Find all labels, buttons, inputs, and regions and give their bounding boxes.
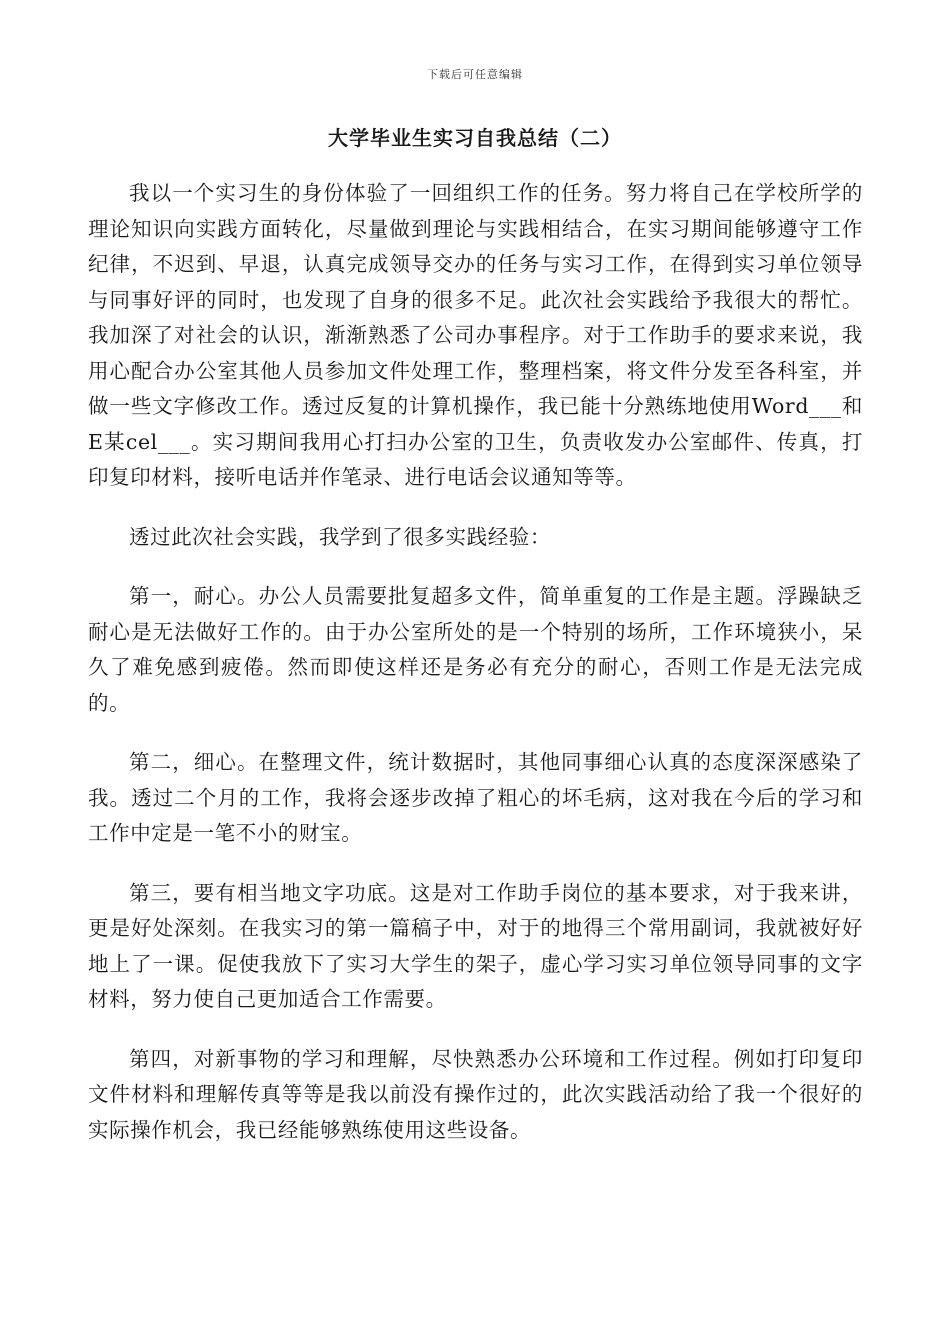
document-title: 大学毕业生实习自我总结（二） xyxy=(328,126,622,150)
paragraph-new-things: 第四，对新事物的学习和理解，尽快熟悉办公环境和工作过程。例如打印复印文件材料和理解传真等等是我以前没有操作过的，此次实践活动给了我一个很好的实际操作机会，我已经能够熟练使用这些设备。 xyxy=(88,1046,863,1142)
paragraph-patience: 第一，耐心。办公人员需要批复超多文件，简单重复的工作是主题。浮躁缺乏耐心是无法做好工作的。由于办公室所处的是一个特别的场所，工作环境狭小，呆久了难免感到疲倦。然而即使这样还是务必有充分的耐心，否则工作是无法完成的。 xyxy=(88,584,863,715)
document-body xyxy=(88,176,863,1172)
paragraph-carefulness: 第二，细心。在整理文件，统计数据时，其他同事细心认真的态度深深感染了我。透过二个月的工作，我将会逐步改掉了粗心的坏毛病，这对我在今后的学习和工作中定是一笔不小的财宝。 xyxy=(88,750,863,845)
paragraph-intro: 我以一个实习生的身份体验了一回组织工作的任务。努力将自己在学校所学的理论知识向实践方面转化，尽量做到理论与实践相结合，在实习期间能够遵守工作纪律，不迟到、早退，认真完成领导交办的任务与实习工作，在得到实习单位领导与同事好评的同时，也发现了自身的很多不足。此次社会实践给予我很大的帮忙。我加深了对社会的认识，渐渐熟悉了公司办事程序。对于工作助手的要求来说，我用心配合办公室其他人员参加文件处理工作，整理档案，将文件分发至各科室，并做一些文字修改工作。透过反复的计算机操作，我已能十分熟练地使用Word___和E某cel___。实习期间我用心打扫办公室的卫生，负责收发办公室邮件、传真，打印复印材料，接听电话并作笔录、进行电话会议通知等等。 xyxy=(88,181,863,489)
header-note: 下载后可任意编辑 xyxy=(427,68,523,81)
paragraph-lessons-lead: 透过此次社会实践，我学到了很多实践经验： xyxy=(129,524,551,549)
paragraph-writing-skill: 第三，要有相当地文字功底。这是对工作助手岗位的基本要求，对于我来讲，更是好处深刻。在我实习的第一篇稿子中，对于的地得三个常用副词，我就被好好地上了一课。促使我放下了实习大学生的架子，虚心学习实习单位领导同事的文字材料，努力使自己更加适合工作需要。 xyxy=(88,880,863,1011)
